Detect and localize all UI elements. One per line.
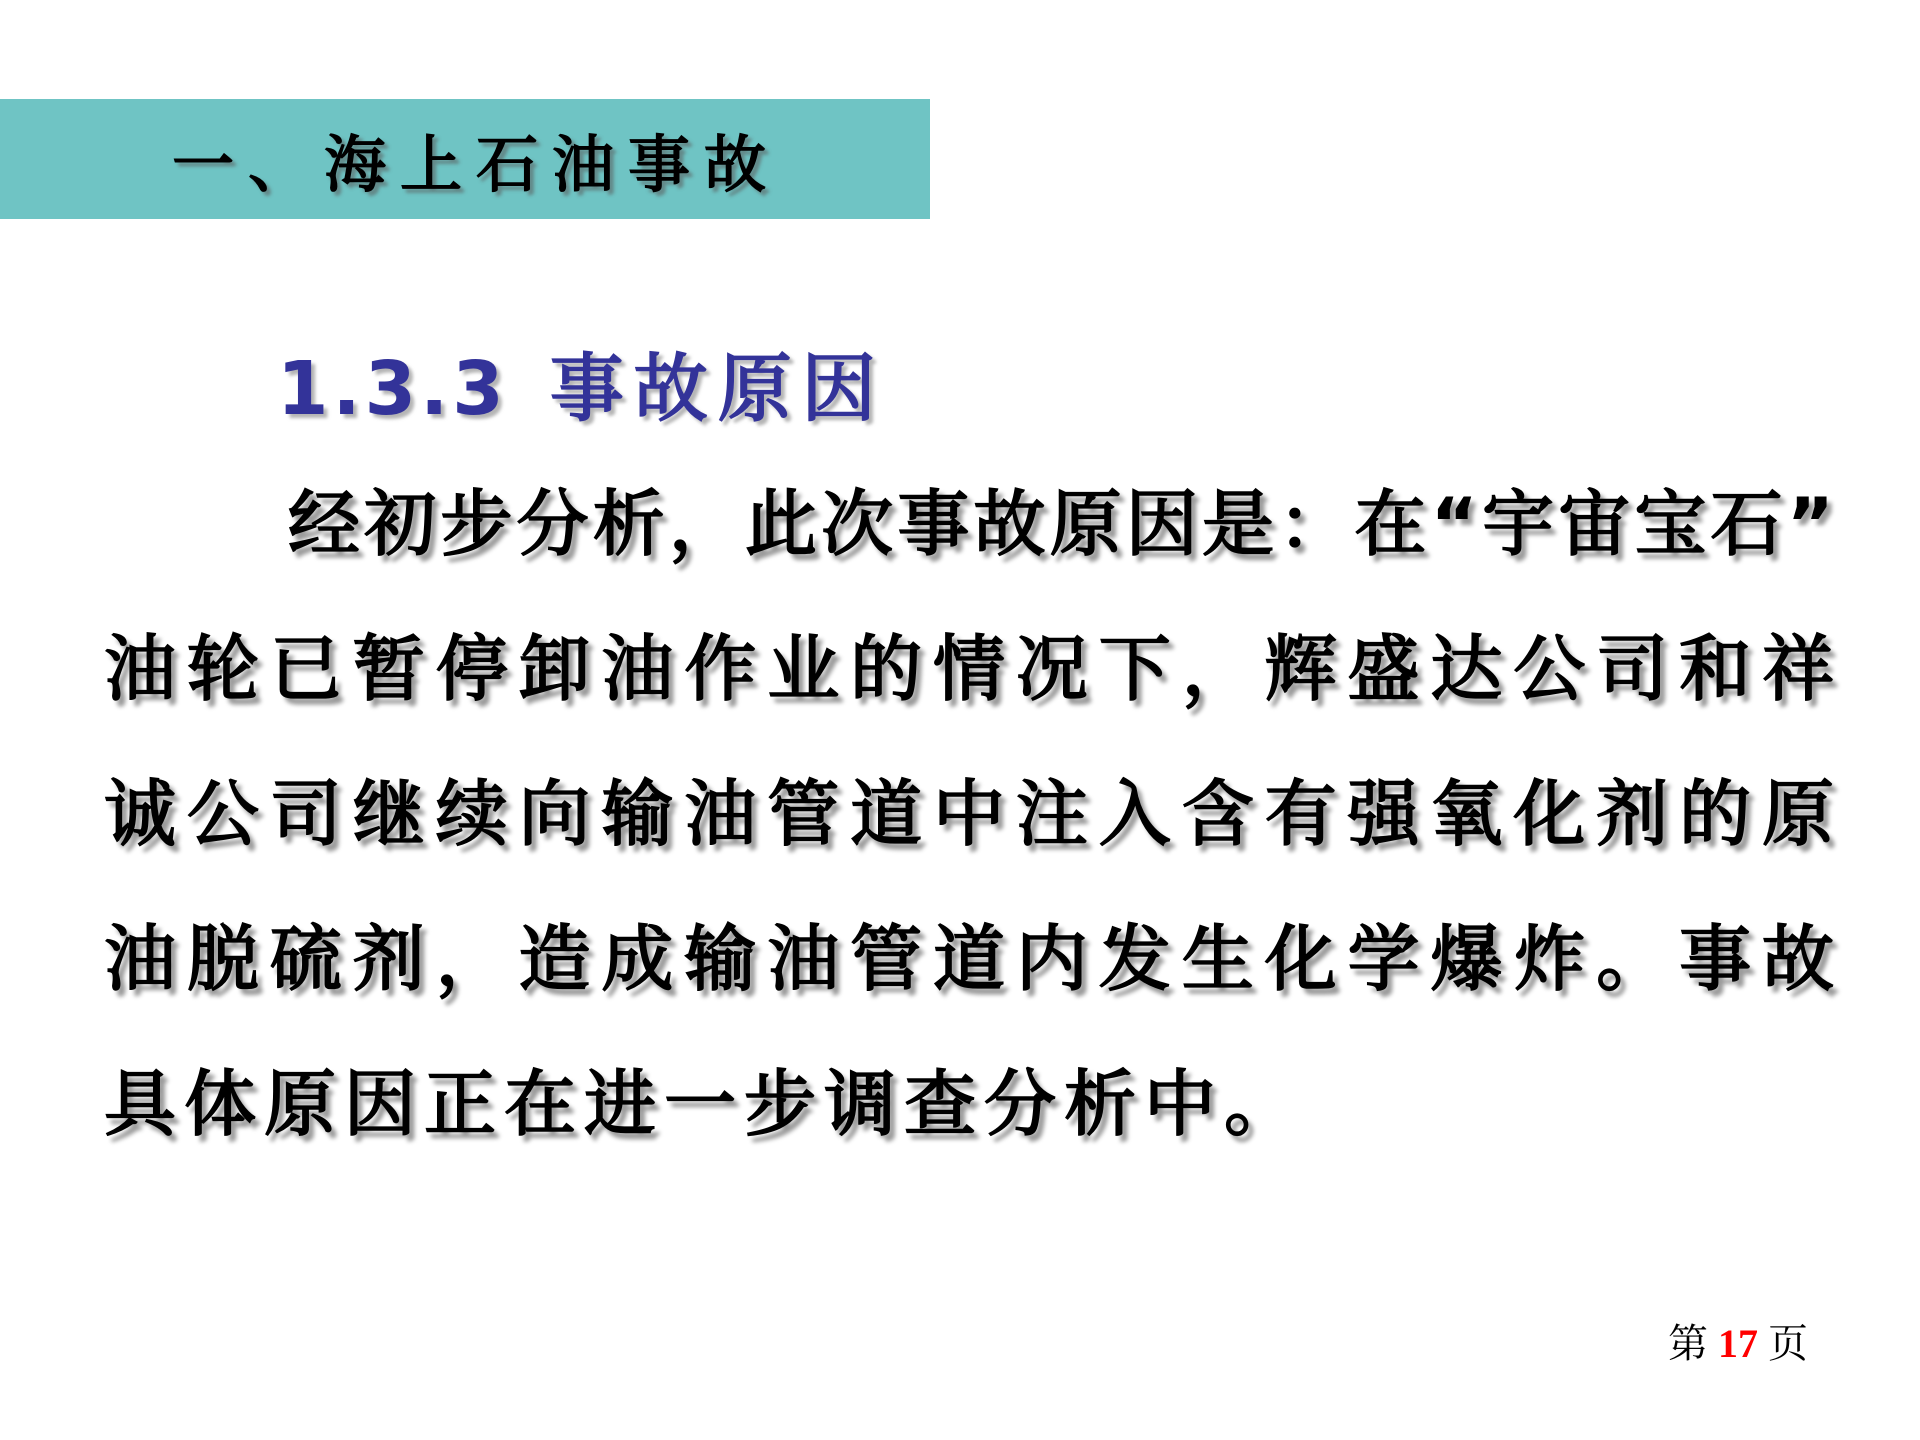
page-footer-suffix: 页 [1768,1321,1808,1366]
section-banner-title: 一、海上石油事故 [172,127,781,201]
heading-number: 1.3.3 [277,346,508,432]
body-line-3: 诚公司继续向输油管道中注入含有强氧化剂的原 [104,772,1836,856]
body-line-1: 经初步分析，此次事故原因是：在“宇宙宝石” [288,482,1836,566]
page-footer [1668,1312,1808,1369]
page-footer-prefix: 第 [1668,1321,1708,1366]
body-line-4: 油脱硫剂，造成输油管道内发生化学爆炸。事故 [104,917,1836,1001]
page-number: 17 [1718,1321,1758,1366]
body-line-5: 具体原因正在进一步调查分析中。 [104,1062,1305,1146]
body-paragraph [104,452,1836,1177]
body-line-2: 油轮已暂停卸油作业的情况下，辉盛达公司和祥 [104,627,1836,711]
page-title [277,330,886,436]
heading-label: 事故原因 [549,346,886,432]
section-banner [0,99,930,219]
